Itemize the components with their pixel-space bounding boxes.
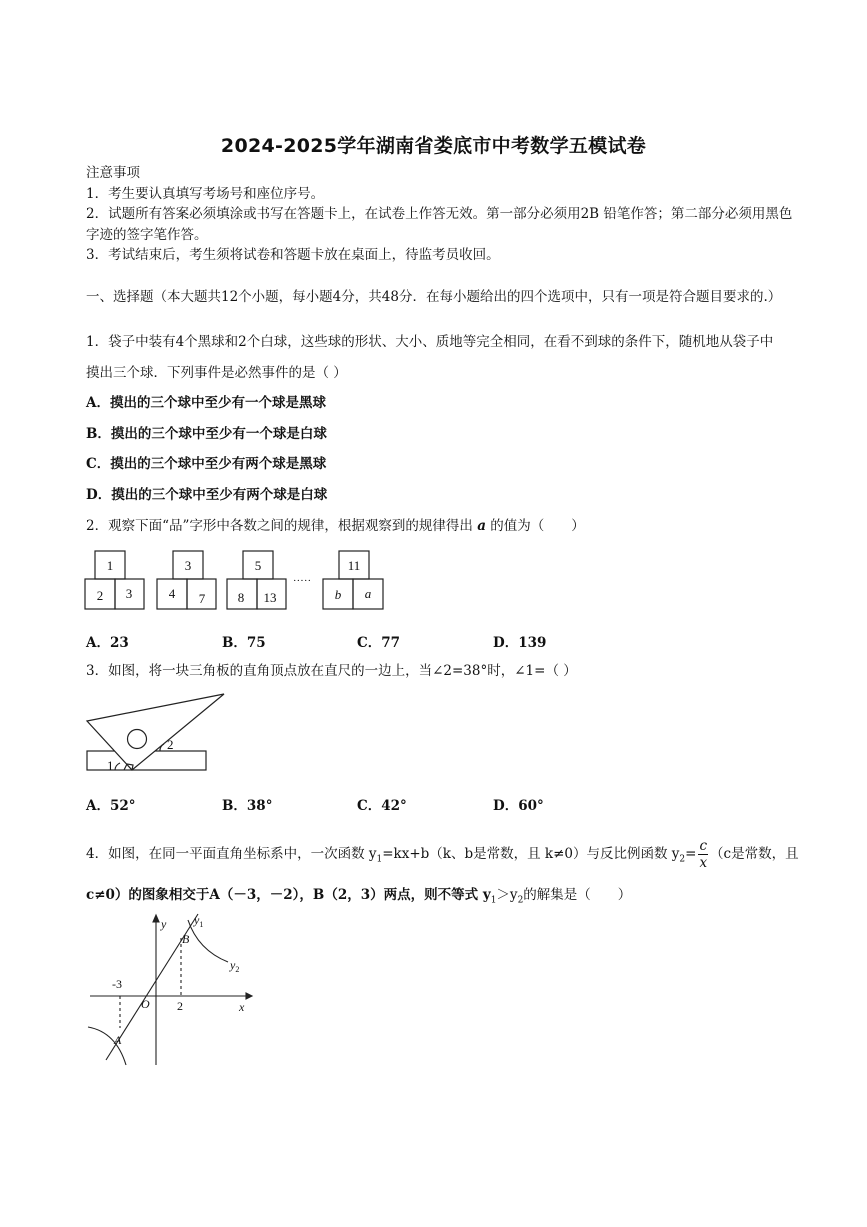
q1-option-a: A．摸出的三个球中至少有一个球是黑球	[86, 395, 326, 411]
q4-stem-part2: =kx+b（k、b是常数，且 k≠0）与反比例函数 y	[382, 846, 680, 862]
q2-fig4-top: 11	[347, 558, 361, 573]
notice-item-1: 1．考生要认真填写考场号和座位序号。	[86, 186, 325, 202]
q2-option-b: B．75	[222, 635, 266, 651]
q1-stem-line2: 摸出三个球．下列事件是必然事件的是（ ）	[86, 365, 347, 381]
q1-option-b: B．摸出的三个球中至少有一个球是白球	[86, 426, 327, 442]
q4-stem-part3: （c是常数，且	[710, 846, 799, 862]
q2-fig2-right: 7	[198, 591, 206, 606]
q2-fig3-top: 5	[254, 558, 262, 573]
q2-fig2-left: 4	[168, 586, 176, 601]
q3-figure	[82, 690, 232, 776]
q2-stem-suffix: 的值为（ ）	[490, 518, 585, 534]
q4-stem-line1	[86, 838, 799, 871]
q2-option-d: D．139	[493, 635, 547, 651]
q4-x-arrow	[246, 993, 252, 999]
q2-option-c: C．77	[357, 635, 401, 651]
q4-eq: =	[685, 846, 697, 862]
q2-fig4-right: a	[364, 586, 372, 601]
q1-option-c: C．摸出的三个球中至少有两个球是黑球	[86, 456, 327, 472]
q3-option-b: B．38°	[222, 798, 273, 814]
q4-stem-part1: 4．如图，在同一平面直角坐标系中，一次函数 y	[86, 846, 377, 862]
section-heading: 一、选择题（本大题共12个小题，每小题4分，共48分．在每小题给出的四个选项中，只有一项是符合题目要求的.）	[86, 289, 782, 305]
q3-option-a: A．52°	[86, 798, 136, 814]
q3-angle1-label: 1	[107, 758, 114, 773]
q3-stem: 3．如图，将一块三角板的直角顶点放在直尺的一边上，当∠2=38°时，∠1=（ ）	[86, 663, 577, 679]
q4-sub2: 2	[679, 854, 686, 865]
q2-stem-prefix: 2．观察下面“品”字形中各数之间的规律，根据观察到的规律得出	[86, 518, 473, 534]
q4-label-b: B	[182, 932, 190, 946]
q3-angle1-arc	[115, 763, 120, 770]
q4-sub3: 1	[490, 895, 497, 906]
q4-stem-part5: ＞y	[496, 887, 518, 903]
q4-label-a: A	[114, 1033, 122, 1047]
notice-item-2: 2．试题所有答案必须填涂或书写在答题卡上，在试卷上作答无效。第一部分必须用2B 铅笔作答；第二部分必须用黑色字迹的签字笔作答。	[86, 206, 793, 243]
q2-var-a: a	[477, 518, 486, 534]
q3-angle2-label: 2	[167, 737, 174, 752]
q2-ellipsis: ·····	[292, 575, 312, 587]
q4-label-x: x	[239, 1000, 245, 1014]
q2-option-a: A．23	[86, 635, 129, 651]
q4-graph	[86, 910, 258, 1070]
page-title: 2024-2025学年湖南省娄底市中考数学五模试卷	[220, 135, 647, 157]
q1-option-d: D．摸出的三个球中至少有两个球是白球	[86, 487, 328, 503]
q2-fig3-left: 8	[237, 590, 245, 605]
q4-frac-den: x	[699, 855, 708, 871]
q4-frac-num: c	[699, 838, 708, 854]
q2-fig2-top: 3	[184, 558, 192, 573]
notice-heading: 注意事项	[86, 165, 140, 181]
q4-stem-line2	[86, 885, 631, 911]
q2-figure-row	[80, 548, 400, 614]
q4-tick-2: 2	[177, 999, 183, 1013]
q4-stem-part6: 的解集是（ ）	[523, 887, 632, 903]
q4-y-arrow	[153, 915, 159, 922]
q4-label-y2: $y_2$	[230, 958, 240, 974]
q1-stem-line1: 1．袋子中装有4个黑球和2个白球，这些球的形状、大小、质地等完全相同，在看不到球的条件下，随机地从袋子中	[86, 334, 774, 350]
q2-fig1-left: 2	[96, 588, 104, 603]
q4-tick-neg3: -3	[112, 977, 122, 991]
q2-stem	[86, 516, 585, 536]
notice-item-3: 3．考试结束后，考生须将试卷和答题卡放在桌面上，待监考员收回。	[86, 247, 500, 263]
q4-stem-part4: c≠0）的图象相交于A（－3，－2），B（2，3）两点，则不等式 y	[86, 887, 491, 903]
q4-label-origin: O	[141, 997, 150, 1011]
q4-fraction	[698, 838, 708, 871]
q2-fig3-right: 13	[263, 590, 277, 605]
q4-label-y1: $y_1$	[194, 913, 204, 929]
q2-fig1-top: 1	[106, 558, 114, 573]
q4-label-y: y	[161, 917, 167, 931]
q2-fig1-right: 3	[125, 586, 133, 601]
q3-option-d: D．60°	[493, 798, 544, 814]
q4-sub1: 1	[376, 854, 383, 865]
q3-option-c: C．42°	[357, 798, 407, 814]
q4-sub4: 2	[517, 895, 524, 906]
q2-fig4-left: b	[334, 587, 342, 602]
